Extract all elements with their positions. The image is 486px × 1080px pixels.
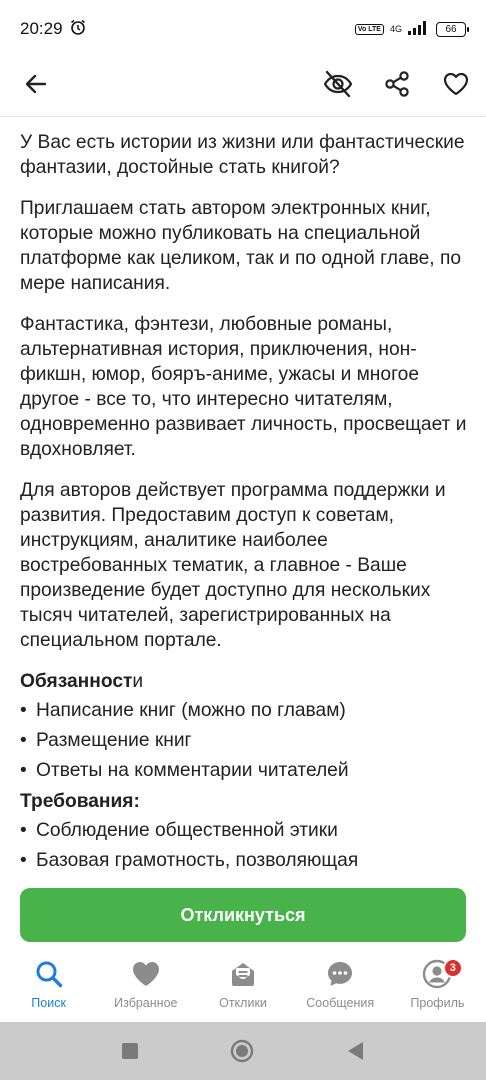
description-paragraph: Для авторов действует программа поддержки и развития. Предоставим доступ к советам, инструкциям, аналитике наиболее востребованных тематик, а главное - Ваше произведение будет доступно для нескольких тысяч читателей, зарегистрированных на специальном портале. [20,480,446,651]
list-item: • Написание книг (можно по главам) [20,698,470,723]
nav-item-search[interactable] [0,946,97,1022]
duties-title-tail: и [132,671,144,692]
nav-label: Поиск [31,996,66,1010]
duties-title-bold: Обязанност [20,671,133,692]
recent-apps-button[interactable] [118,1039,142,1063]
nav-item-favorites[interactable] [97,946,194,1022]
list-item: • Ответы на комментарии читателей [20,758,470,783]
system-back-button[interactable] [344,1039,368,1063]
list-item: • Соблюдение общественной этики [20,818,470,843]
share-icon [383,70,411,98]
status-bar [0,0,486,58]
respond-button[interactable]: Откликнуться [20,888,466,942]
vacancy-description [20,130,470,880]
status-right [355,21,466,38]
nav-item-responses[interactable] [194,946,291,1022]
signal-icon [408,21,430,38]
network-type: 4G [389,23,402,34]
alarm-icon [69,18,87,41]
notification-badge: 3 [443,958,463,978]
respond-bar [0,880,486,946]
app-bar [0,58,486,110]
battery-icon [436,22,466,37]
chat-icon [324,958,356,990]
description-paragraph: Фантастика, фэнтези, любовные романы, альтернативная история, приключения, нон-фикшн, юмор, бояръ-аниме, ужасы и многое другое - все то, что интересно читателям, одновременно развивает личность, просвещает и вдохновляет. [20,314,467,460]
description-paragraph: Приглашаем стать автором электронных книг, которые можно публиковать на специальной платформе как целиком, так и по одной главе, по мере написания. [20,198,462,294]
nav-label: Сообщения [306,996,375,1010]
favorite-button[interactable] [434,62,478,106]
description-paragraph: У Вас есть истории из жизни или фантастические фантазии, достойные стать книгой? [20,132,465,178]
triangle-back-icon [346,1041,366,1061]
eye-off-icon [322,68,354,100]
bottom-navigation [0,946,486,1022]
search-icon [33,958,65,990]
battery-level: 66 [445,23,457,35]
home-button[interactable] [230,1039,254,1063]
heart-outline-icon [442,70,470,98]
nav-item-messages[interactable] [292,946,389,1022]
list-item: • Размещение книг [20,728,470,753]
status-time: 20:29 [20,19,63,38]
nav-label: Избранное [114,996,178,1010]
nav-label: Отклики [219,996,267,1010]
responses-icon [227,958,259,990]
arrow-left-icon [23,71,49,97]
volte-icon: Vo LTE [355,24,384,35]
requirements-title: Требования: [20,791,140,812]
nav-label: Профиль [410,996,465,1010]
hide-vacancy-button[interactable] [316,62,360,106]
circle-icon [230,1039,254,1063]
duties-list [20,698,470,783]
status-left [20,18,87,41]
share-button[interactable] [375,62,419,106]
list-item: • Базовая грамотность, позволяющая [20,848,470,873]
back-button[interactable] [14,62,58,106]
header-divider [0,116,486,117]
heart-icon [130,958,162,990]
nav-item-profile[interactable] [389,946,486,1022]
system-navigation-bar [0,1022,486,1080]
requirements-list [20,818,470,873]
duties-title [20,669,470,694]
square-icon [121,1042,139,1060]
